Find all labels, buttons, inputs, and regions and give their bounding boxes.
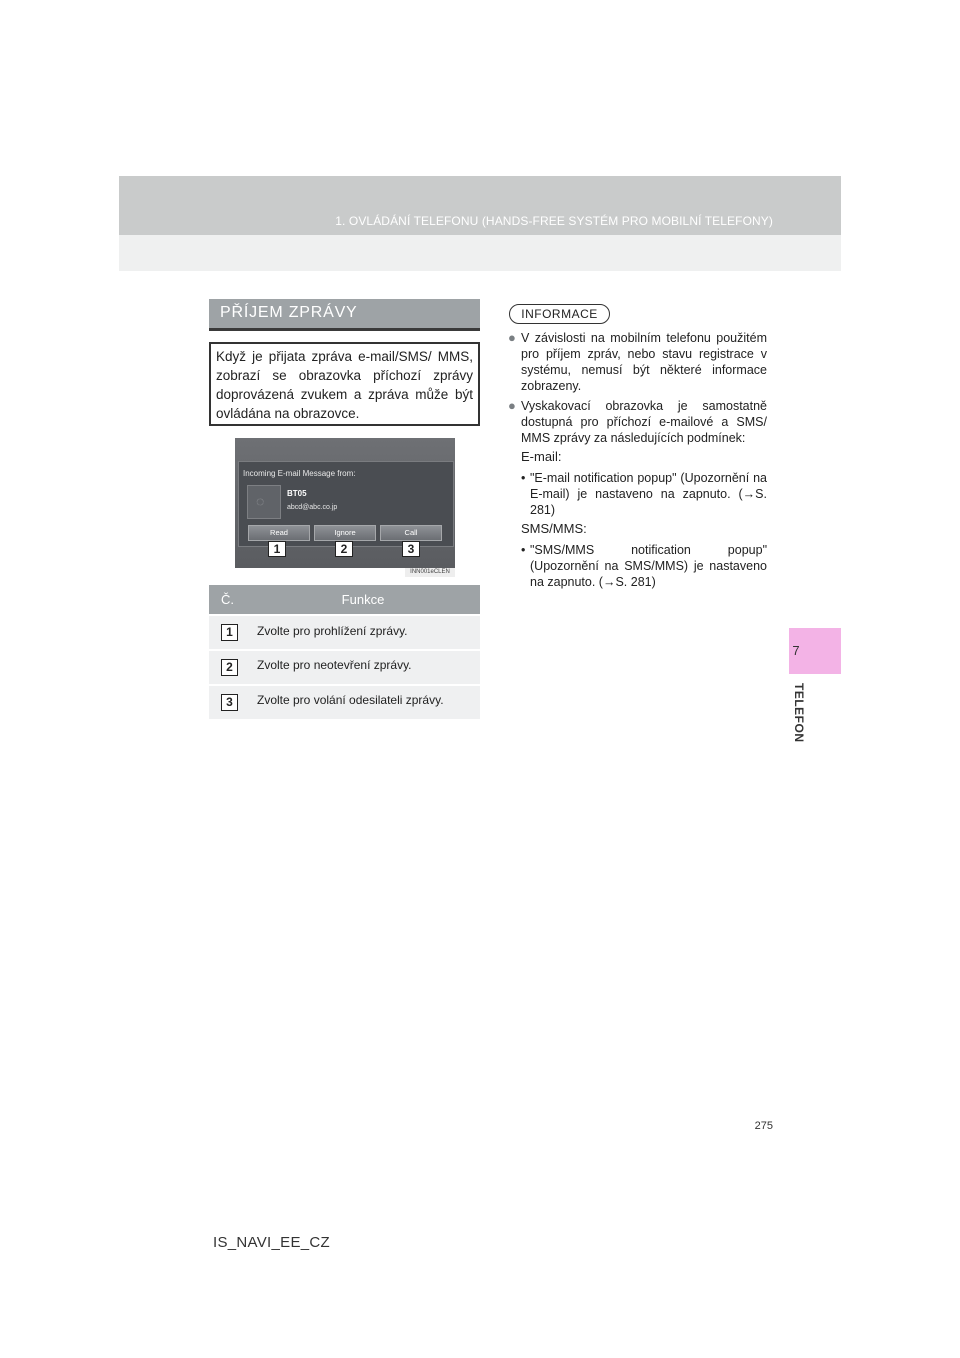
email-heading: E-mail: bbox=[521, 449, 562, 464]
row-number-3: 3 bbox=[221, 694, 238, 711]
row-text-1: Zvolte pro prohlížení zprávy. bbox=[257, 624, 408, 638]
email-condition bbox=[521, 470, 767, 518]
bullet-icon: ● bbox=[508, 330, 516, 345]
sms-condition-text: "SMS/MMS notification popup" (Upozornění na SMS/MMS) je nastaveno na zapnuto. (→S. 281) bbox=[530, 543, 767, 589]
sub-bullet-icon: • bbox=[521, 543, 526, 557]
intro-box bbox=[209, 342, 480, 426]
column-number: Č. bbox=[221, 592, 234, 607]
chapter-label bbox=[789, 683, 809, 763]
document-code: IS_NAVI_EE_CZ bbox=[213, 1234, 331, 1251]
intro-text: Když je přijata zpráva e-mail/SMS/ MMS, zobrazí se obrazovka příchozí zprávy doprovázená zvukem a zpráva může být ovládána na obrazovce. bbox=[216, 349, 473, 421]
section-heading bbox=[209, 299, 480, 331]
info-item-1: V závislosti na mobilním telefonu použitém pro příjem zpráv, nebo stavu registrace v systému, nemusí být některé informace zobrazeny. bbox=[521, 331, 767, 393]
row-text-2: Zvolte pro neotevření zprávy. bbox=[257, 658, 412, 672]
sender-email: abcd@abc.co.jp bbox=[287, 504, 338, 511]
row-text-3: Zvolte pro volání odesilateli zprávy. bbox=[257, 693, 444, 707]
sender-name: BT05 bbox=[287, 489, 307, 498]
info-item-2: Vyskakovací obrazovka je samostatně dostupná pro příchozí e-mailové a SMS/ MMS zprávy za následujících podmínek: bbox=[521, 399, 767, 445]
bullet-icon: ● bbox=[508, 398, 516, 413]
chapter-label-text: TELEFON bbox=[792, 683, 806, 743]
image-code: INN001eCLEN bbox=[405, 568, 455, 577]
email-condition-text: "E-mail notification popup" (Upozornění na E-mail) je nastaveno na zapnuto. (→S. 281) bbox=[530, 471, 767, 517]
callout-2: 2 bbox=[335, 541, 353, 557]
sms-heading: SMS/MMS: bbox=[521, 521, 587, 536]
popup-title: Incoming E-mail Message from: bbox=[243, 469, 356, 478]
read-button[interactable]: Read bbox=[248, 525, 310, 541]
info-label: INFORMACE bbox=[509, 304, 610, 324]
header-strip bbox=[119, 235, 841, 271]
callout-1: 1 bbox=[268, 541, 286, 557]
page-number: 275 bbox=[754, 1120, 773, 1132]
call-button[interactable]: Call bbox=[380, 525, 442, 541]
contact-avatar bbox=[247, 485, 281, 519]
sub-bullet-icon: • bbox=[521, 471, 526, 485]
row-number-1: 1 bbox=[221, 624, 238, 641]
chapter-title: 1. OVLÁDÁNÍ TELEFONU (HANDS-FREE SYSTÉM PRO MOBILNÍ TELEFONY) bbox=[335, 214, 773, 228]
row-number-2: 2 bbox=[221, 659, 238, 676]
column-function: Funkce bbox=[341, 592, 385, 607]
table-header bbox=[209, 585, 480, 614]
sms-condition bbox=[521, 542, 767, 590]
section-heading-text: PŘÍJEM ZPRÁVY bbox=[220, 304, 358, 321]
chapter-number: 7 bbox=[792, 643, 800, 658]
callout-3: 3 bbox=[402, 541, 420, 557]
ignore-button[interactable]: Ignore bbox=[314, 525, 376, 541]
avatar-icon: ◌ bbox=[256, 493, 265, 509]
